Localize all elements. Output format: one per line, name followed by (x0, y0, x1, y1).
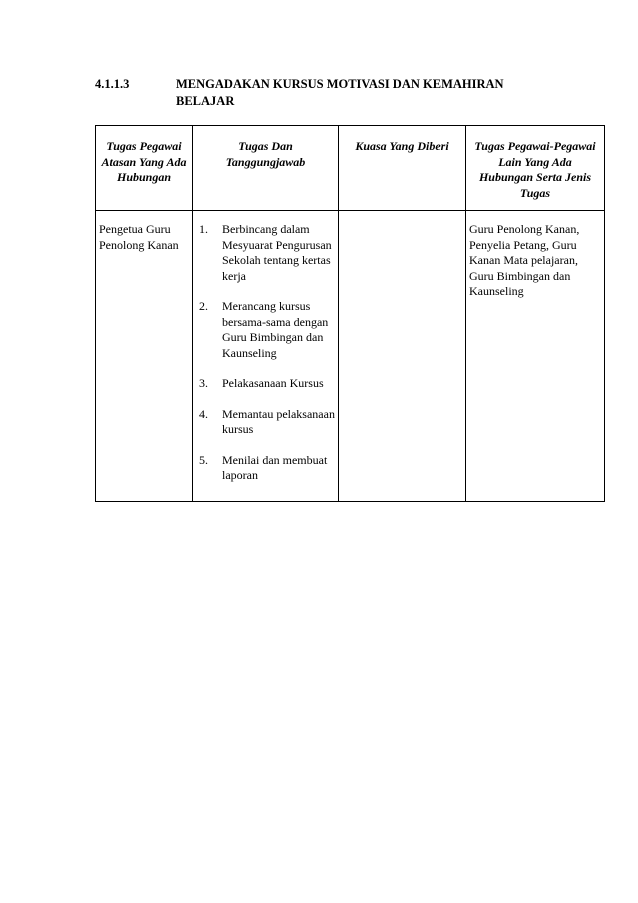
other-officers-text: Guru Penolong Kanan, Penyelia Petang, Guru Kanan Mata pelajaran, Guru Bimbingan dan Kaunseling (469, 222, 580, 298)
cell-authority (339, 211, 466, 502)
task-text: Berbincang dalam Mesyuarat Pengurusan Sekolah tentang kertas kerja (222, 222, 332, 283)
list-item (199, 407, 336, 438)
task-text: Pelakasanaan Kursus (222, 376, 324, 390)
section-title: MENGADAKAN KURSUS MOTIVASI DAN KEMAHIRAN BELAJAR (176, 77, 504, 108)
header-other-officers: Tugas Pegawai-Pegawai Lain Yang Ada Hubungan Serta Jenis Tugas (466, 126, 605, 211)
task-number: 1. (199, 222, 208, 236)
task-text: Menilai dan membuat laporan (222, 452, 328, 482)
task-number: 4. (199, 406, 208, 421)
task-number: 3. (199, 376, 208, 390)
cell-superior (96, 211, 193, 502)
list-item (199, 376, 336, 392)
cell-other-officers (466, 211, 605, 502)
table-header-row (96, 126, 605, 211)
superior-text: Pengetua Guru Penolong Kanan (99, 222, 179, 252)
header-authority: Kuasa Yang Diberi (339, 126, 466, 211)
task-number: 2. (199, 299, 208, 313)
header-tasks: Tugas Dan Tanggungjawab (193, 126, 339, 211)
list-item (199, 299, 336, 361)
task-number: 5. (199, 452, 208, 467)
section-heading (95, 76, 555, 110)
list-item (199, 453, 336, 484)
cell-tasks (193, 211, 339, 502)
task-text: Merancang kursus bersama-sama dengan Guru Bimbingan dan Kaunseling (222, 299, 329, 360)
section-number: 4.1.1.3 (95, 77, 130, 91)
task-text: Memantau pelaksanaan kursus (222, 406, 335, 436)
duty-table (95, 125, 605, 502)
task-list (196, 222, 336, 484)
header-superior: Tugas Pegawai Atasan Yang Ada Hubungan (96, 126, 193, 211)
table-row (96, 211, 605, 502)
list-item (199, 222, 336, 284)
